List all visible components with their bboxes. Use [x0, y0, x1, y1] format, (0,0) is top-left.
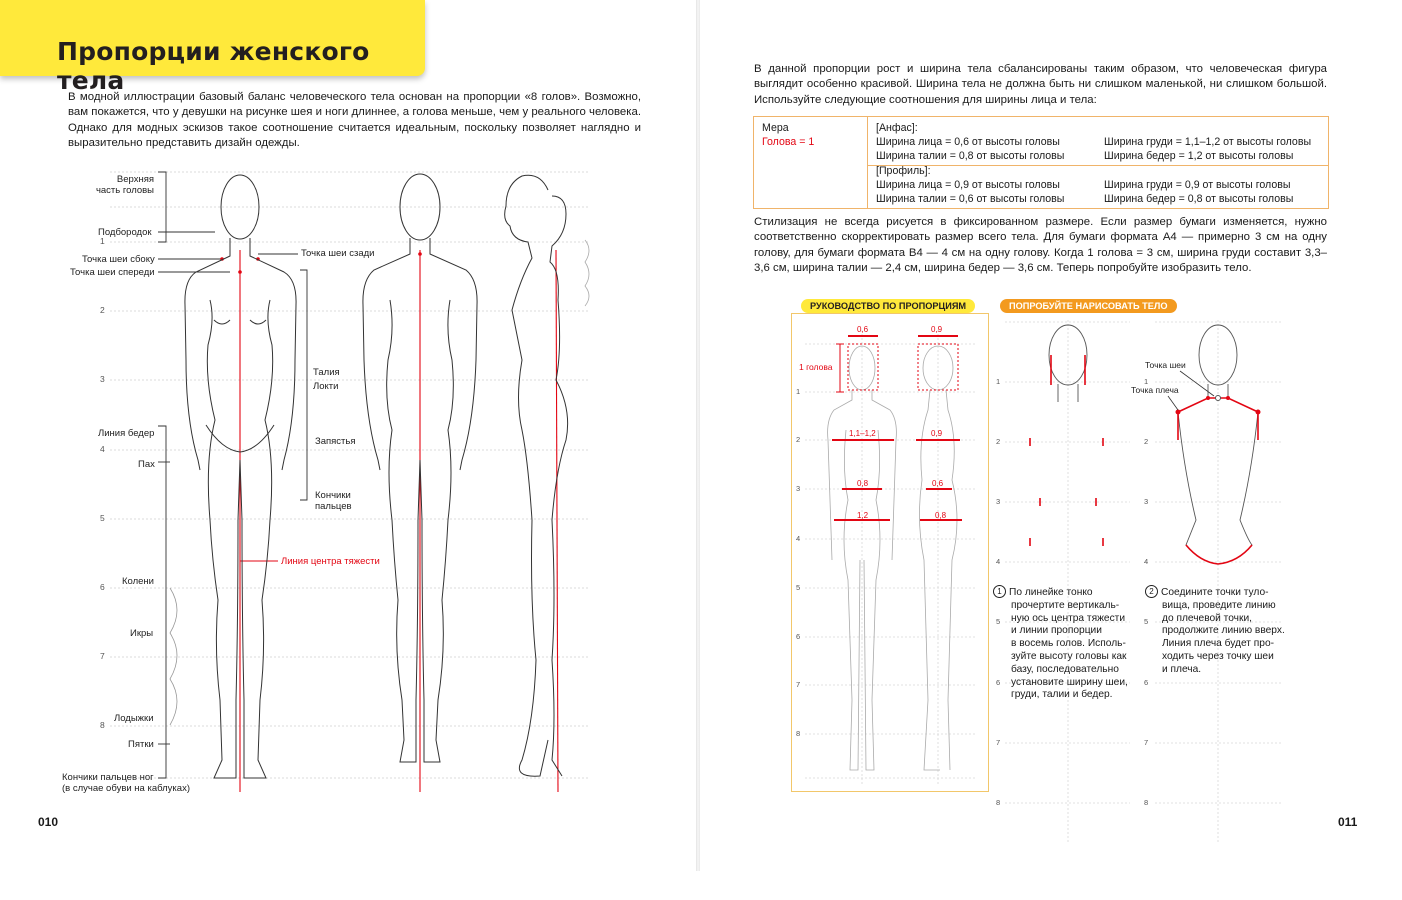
scale-number: 5 — [796, 583, 801, 592]
scale-number: 6 — [1144, 678, 1149, 687]
proportion-table — [753, 116, 1329, 209]
label-calves: Икры — [130, 628, 154, 639]
label-one-head: 1 голова — [799, 362, 833, 372]
scale-number: 3 — [1144, 497, 1149, 506]
right-intro-paragraph: В данной пропорции рост и ширина тела сбалансированы таким образом, что человеческая фигура выглядит особенно красивой. Ширина тела не должна быть ни слишком маленькой, ни слишком большой. Используйте следующие соотношения для ширины лица и тела: — [754, 63, 1327, 106]
label-knees: Колени — [122, 576, 154, 587]
center-of-gravity-lines — [240, 250, 558, 792]
scale-number: 8 — [796, 729, 801, 738]
scale-number: 1 — [100, 236, 105, 246]
table-front-face: Ширина лица = 0,6 от высоты головы — [876, 136, 1060, 148]
page-number-right: 011 — [1338, 815, 1358, 829]
scale-number: 2 — [796, 435, 801, 444]
scale-number: 4 — [996, 557, 1001, 566]
measure-hips-front: 1,2 — [857, 511, 869, 520]
scale-number: 6 — [996, 678, 1001, 687]
label-waist: Талия — [313, 367, 340, 378]
right-paragraph-2: Стилизация не всегда рисуется в фиксированном размере. Если размер бумаги изменяется, нужно соответственно скорректировать размер всего тела. Для бумаги формата А4 — примерно 3 см на одну голову, для бумаги формата В4 — 4 см на одну голову. Когда 1 голова = 3 см, ширина груди составит 3,3–3,6 см, ширина талии — 2,4 см, ширина бедер — 3,6 см. Теперь попробуйте изобразить тело. — [754, 216, 1327, 274]
label-top-head: Верхняя часть головы — [95, 174, 154, 196]
scale-number: 7 — [100, 651, 105, 661]
table-front-waist: Ширина талии = 0,8 от высоты головы — [876, 150, 1065, 162]
scale-number: 2 — [1144, 437, 1149, 446]
scale-number: 7 — [796, 680, 801, 689]
table-profile-chest: Ширина груди = 0,9 от высоты головы — [1104, 179, 1291, 191]
step-2-number: 2 — [1145, 585, 1158, 598]
label-shoulder-point: Точка плеча — [1131, 385, 1179, 395]
label-neck-side: Точка шеи сбоку — [82, 254, 155, 265]
label-hip-line: Линия бедер — [98, 428, 155, 439]
table-front-hips: Ширина бедер = 1,2 от высоты головы — [1104, 150, 1294, 162]
measure-chest-front: 1,1–1,2 — [849, 429, 876, 438]
label-neck-back: Точка шеи сзади — [301, 248, 375, 259]
pill-try-drawing: ПОПРОБУЙТЕ НАРИСОВАТЬ ТЕЛО — [1000, 299, 1177, 313]
scale-number: 1 — [796, 387, 801, 396]
measure-chest-profile: 0,9 — [931, 429, 943, 438]
measure-hips-profile: 0,8 — [935, 511, 947, 520]
scale-number: 3 — [100, 374, 105, 384]
scale-number: 4 — [796, 534, 801, 543]
label-wrists: Запястья — [315, 436, 356, 447]
scale-number: 7 — [996, 738, 1001, 747]
measure-face-front: 0,6 — [857, 325, 869, 334]
scale-number: 5 — [100, 513, 105, 523]
scale-number: 6 — [796, 632, 801, 641]
scale-number: 3 — [996, 497, 1001, 506]
scale-number: 2 — [996, 437, 1001, 446]
scale-number: 1 — [1144, 377, 1149, 386]
label-chin: Подбородок — [98, 227, 152, 238]
label-center-gravity: Линия центра тяжести — [281, 556, 380, 567]
scale-number: 6 — [100, 582, 105, 592]
label-elbows: Локти — [313, 381, 339, 392]
scale-number: 8 — [996, 798, 1001, 807]
table-front-header: [Анфас]: — [876, 122, 918, 134]
label-neck-front: Точка шеи спереди — [70, 267, 155, 278]
red-measure-boxes — [836, 344, 958, 392]
left-page — [0, 0, 697, 871]
intro-paragraph: В модной иллюстрации базовый баланс человеческого тела основан на пропорции «8 голов». Возможно, вам покажется, что у девушки на рисунке шея и ноги длиннее, а голова меньше, чем у реального человека. Однако для модных эскизов такое соотношение считается идеальным, поскольку позволяет наглядно и выразительно представить дизайн одежды. — [68, 91, 641, 149]
scale-number: 7 — [1144, 738, 1149, 747]
scale-number: 3 — [796, 484, 801, 493]
label-fingertips: Кончики пальцев — [315, 490, 352, 512]
step-1: 1 По линейке тонко прочертите вертикаль- ную ось центра тяжести и линии пропорции в восемь голов. Исполь- зуйте высоту головы как базу, последовательно установите ширину шеи, груди, талии и бедер. — [993, 585, 1128, 702]
step-1-number: 1 — [993, 585, 1006, 598]
scale-number: 5 — [996, 617, 1001, 626]
label-neck-point: Точка шеи — [1145, 360, 1186, 370]
step-2: 2 Соедините точки туло- вища, проведите линию до плечевой точки, продолжите линию вверх. Линия плеча будет про- ходить через точку шеи и плеча. — [1145, 585, 1285, 677]
table-measure: Мера — [762, 122, 789, 134]
pill-proportion-guide: РУКОВОДСТВО ПО ПРОПОРЦИЯМ — [801, 299, 975, 313]
scale-number: 4 — [100, 444, 105, 454]
table-profile-hips: Ширина бедер = 0,8 от высоты головы — [1104, 193, 1294, 205]
table-profile-header: [Профиль]: — [876, 165, 931, 177]
label-heels: Пятки — [128, 739, 154, 750]
scale-number: 2 — [100, 305, 105, 315]
measure-waist-front: 0,8 — [857, 479, 869, 488]
scale-number: 4 — [1144, 557, 1149, 566]
page-title: Пропорции женского тела — [57, 37, 370, 95]
page-number-left: 010 — [38, 815, 59, 829]
table-profile-waist: Ширина талии = 0,6 от высоты головы — [876, 193, 1065, 205]
calf-curve — [170, 588, 177, 725]
proportion-grid-lines — [110, 172, 590, 778]
measure-face-profile: 0,9 — [931, 325, 943, 334]
label-ankles: Лодыжки — [114, 713, 154, 724]
profile-figure — [505, 175, 589, 776]
label-groin: Пах — [138, 459, 155, 470]
measure-waist-profile: 0,6 — [932, 479, 944, 488]
scale-number: 8 — [1144, 798, 1149, 807]
scale-number: 5 — [1144, 617, 1149, 626]
table-front-chest: Ширина груди = 1,1–1,2 от высоты головы — [1104, 136, 1312, 148]
bracket-lines — [158, 172, 307, 778]
label-toes: Кончики пальцев ног (в случае обуви на каблуках) — [62, 772, 190, 794]
scale-number: 8 — [100, 720, 105, 730]
table-head-eq: Голова = 1 — [762, 136, 815, 148]
scale-number: 1 — [996, 377, 1001, 386]
table-profile-face: Ширина лица = 0,9 от высоты головы — [876, 179, 1060, 191]
